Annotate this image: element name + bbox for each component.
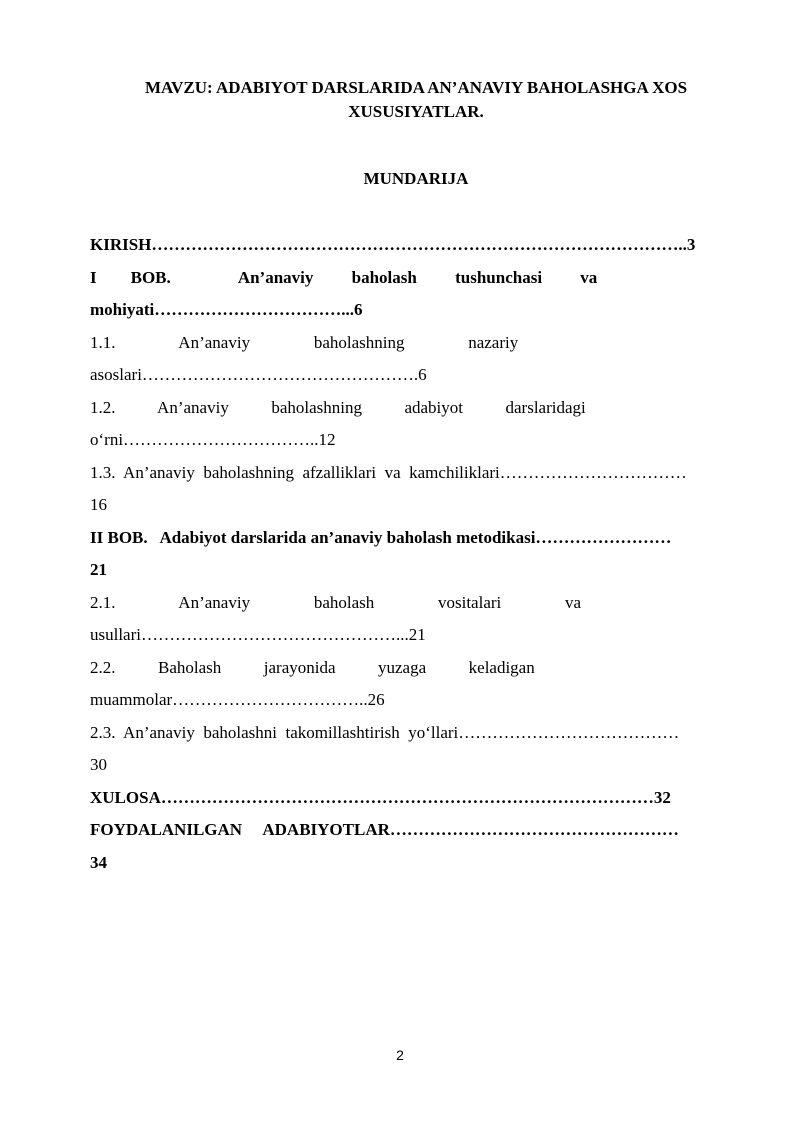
toc-entry-references[interactable] [90,814,742,879]
toc-entry-1-3[interactable] [90,457,742,522]
toc-entry-text: 1.1. An’anaviy baholashning nazariy [90,332,519,352]
toc-entry-text-continued: o‘rni……………………………..12 [90,430,336,449]
toc-entry-text: 2.3. An’anaviy baholashni takomillashtirish yo‘llari………………………………… [90,722,680,742]
toc-entry-text: 1.3. An’anaviy baholashning afzalliklari va kamchiliklari…………………………… [90,462,687,482]
toc-entry-2-2[interactable] [90,652,742,717]
toc-entry-chapter-1[interactable] [90,262,742,327]
toc-entry-chapter-2[interactable] [90,522,742,587]
toc-entry-text-continued: 30 [90,755,107,774]
toc-entry-text: XULOSA……………………………………………………………………………32 [90,787,671,807]
toc-entry-text: 2.2. Baholash jarayonida yuzaga keladigan [90,657,535,677]
table-of-contents [90,229,742,879]
toc-entry-1-2[interactable] [90,392,742,457]
toc-entry-text-continued: asoslari………………………………………….6 [90,365,427,384]
toc-entry-text: KIRISH…………………………………………………………………………………..3 [90,235,696,254]
document-title [90,76,742,124]
toc-entry-text: 2.1. An’anaviy baholash vositalari va [90,592,582,612]
toc-entry-text-continued: muammolar……………………………..26 [90,690,385,709]
title-line-2: XUSUSIYATLAR. [348,102,484,121]
toc-entry-introduction[interactable] [90,229,742,262]
toc-entry-text: II BOB. Adabiyot darslarida an’anaviy baholash metodikasi…………………… [90,527,672,547]
page-number: 2 [396,1047,404,1063]
toc-entry-text-continued: usullari………………………………………...21 [90,625,426,644]
toc-entry-2-3[interactable] [90,717,742,782]
toc-entry-text: FOYDALANILGAN ADABIYOTLAR…………………………………………… [90,820,679,839]
contents-heading: MUNDARIJA [363,169,469,188]
toc-entry-1-1[interactable] [90,327,742,392]
toc-entry-text: I BOB. An’anaviy baholash tushunchasi va [90,267,598,287]
toc-entry-text-continued: 16 [90,495,107,514]
toc-entry-text: 1.2. An’anaviy baholashning adabiyot darslaridagi [90,397,586,417]
toc-entry-text-continued: mohiyati……………………………...6 [90,300,363,319]
toc-entry-text-continued: 21 [90,560,107,579]
toc-entry-text-continued: 34 [90,852,107,872]
toc-entry-2-1[interactable] [90,587,742,652]
toc-entry-conclusion[interactable] [90,782,742,815]
title-line-1: MAVZU: ADABIYOT DARSLARIDA AN’ANAVIY BAHOLASHGA XOS [144,78,688,97]
